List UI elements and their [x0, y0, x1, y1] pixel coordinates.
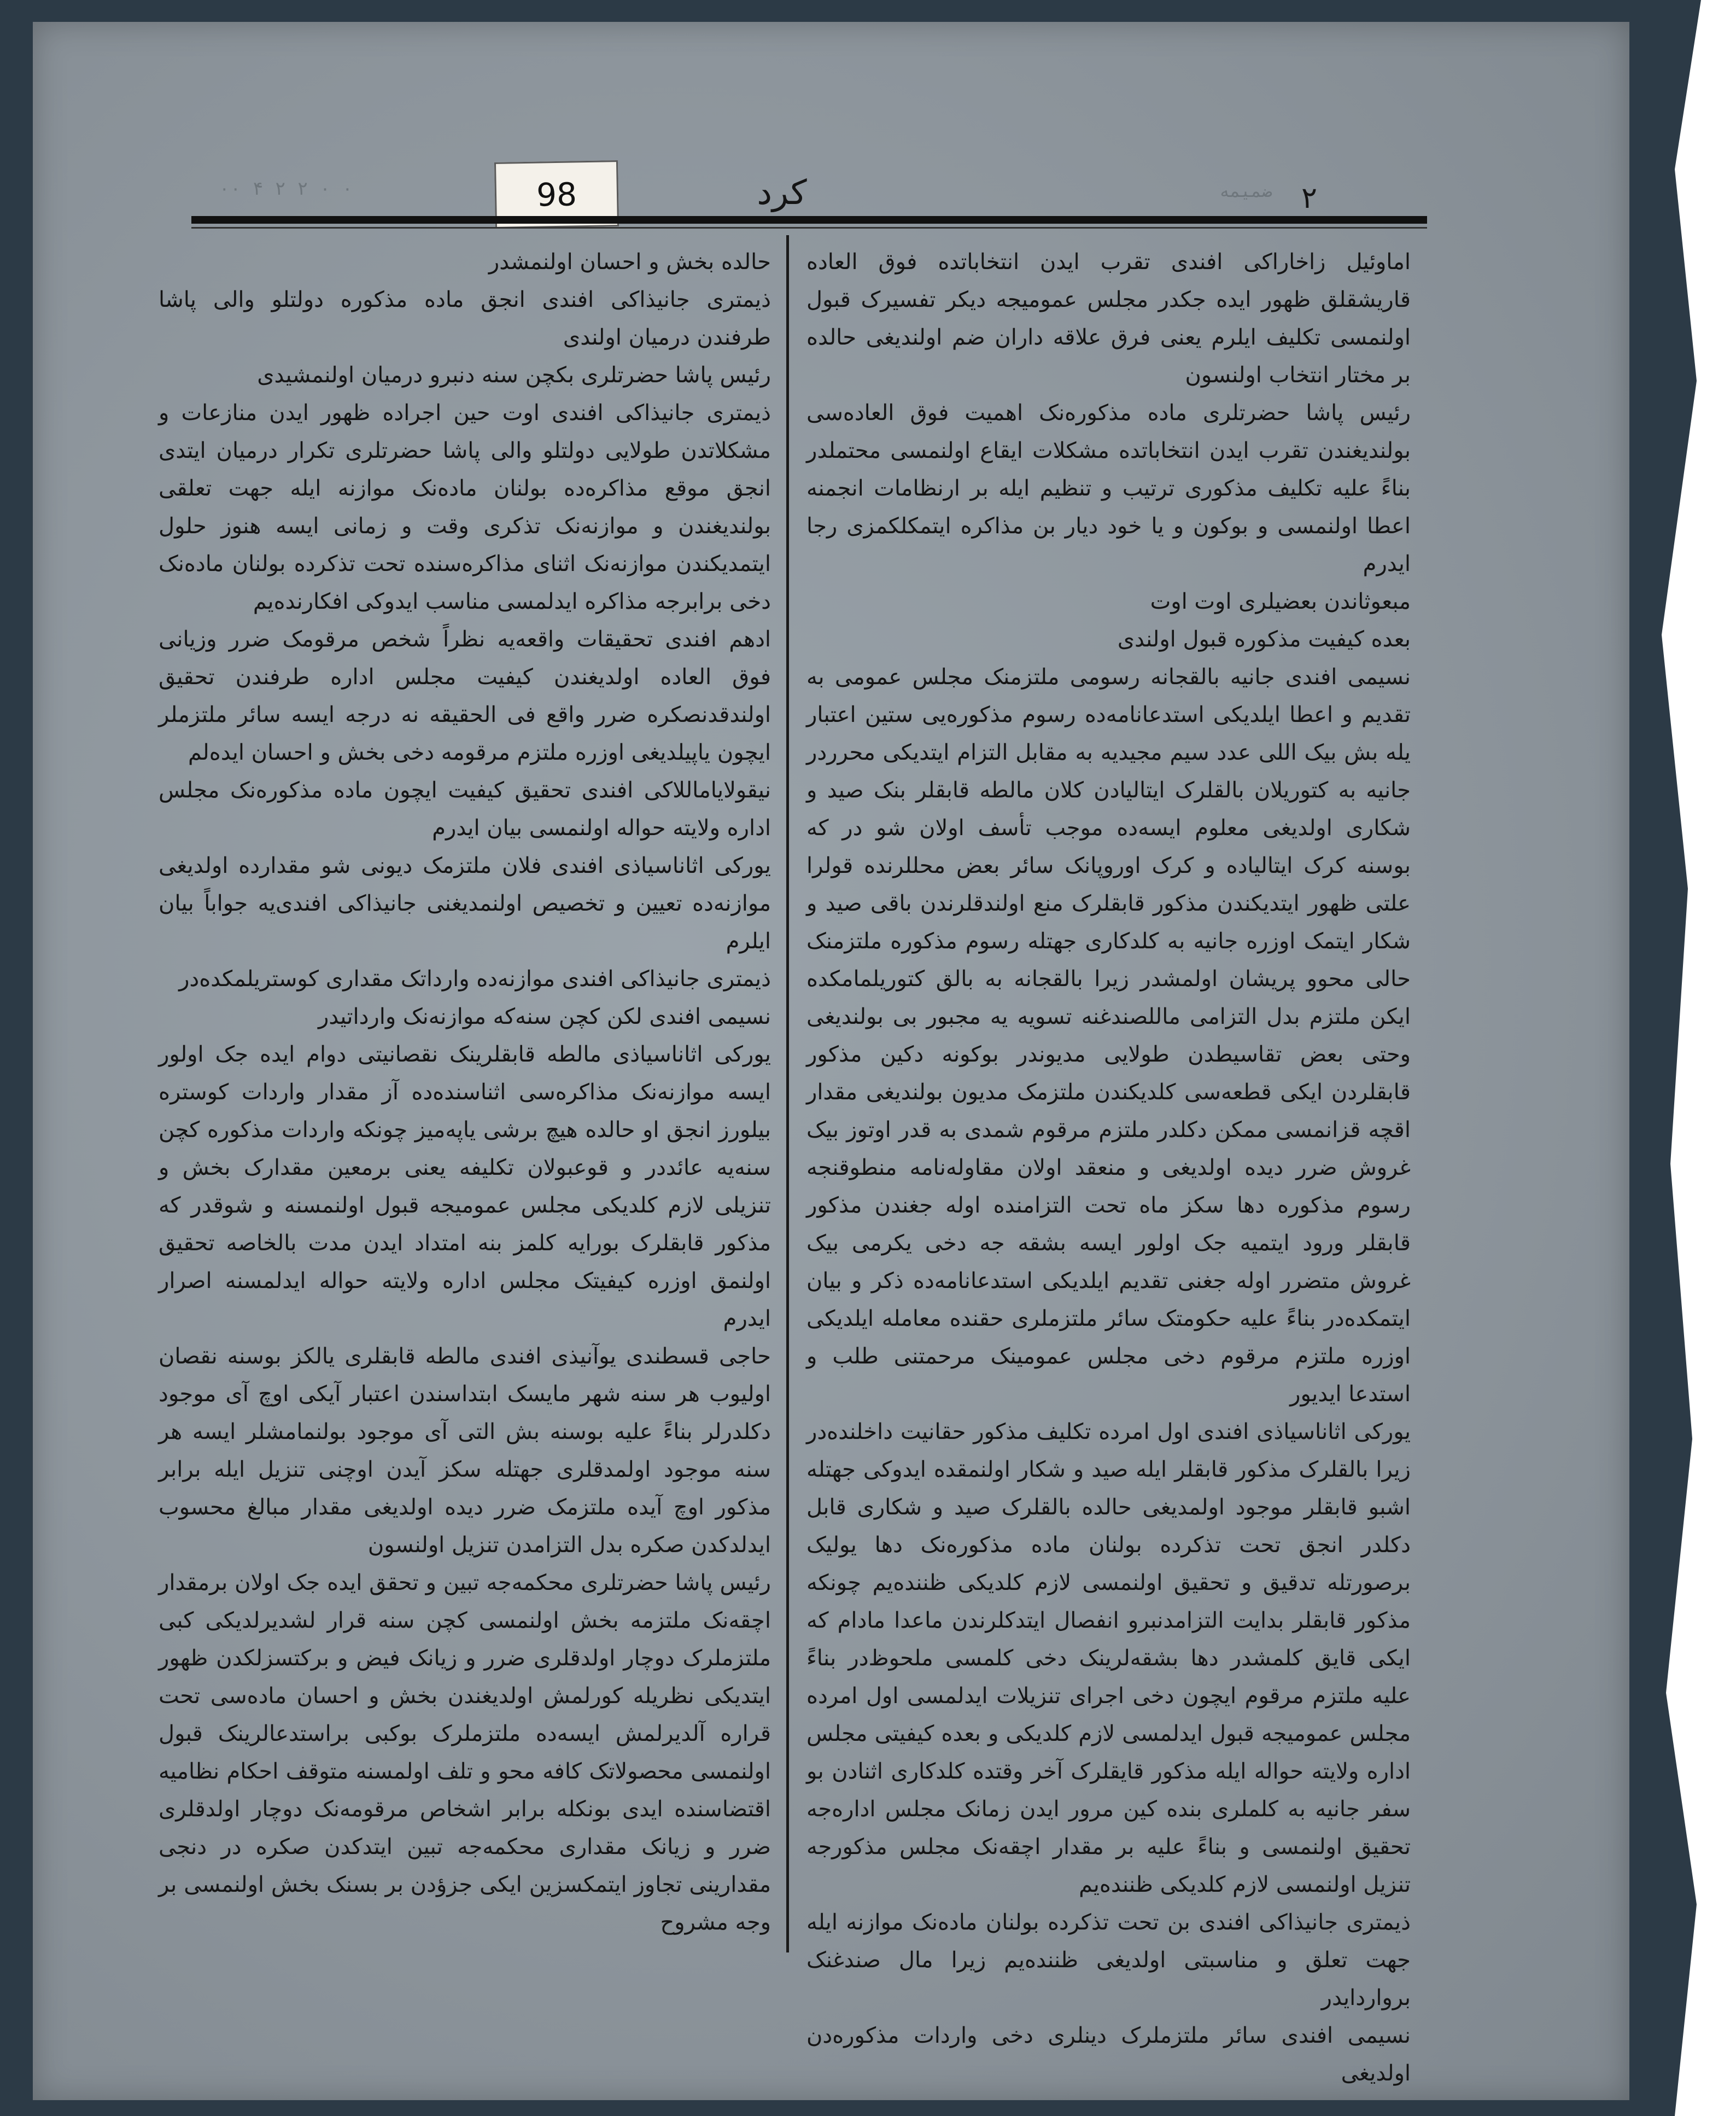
paragraph: بعده کیفیت مذکوره قبول اولندی [1117, 627, 1411, 652]
paragraph: رئیس پاشا حضرتلری محکمه‌جه تبین و تحقق ایده جک اولان برمقدار اچقه‌نک ملتزمه بخش اولنمسی کچن سنه قرار لشدیرلدیکی کبی ملتزملرک دوچار اولدقلری ضرر و زیانک فیض و برکتسزلکدن ظهور ایتدیکی نظریله کورلمش اولدیغندن بخش و احسان ماده‌سی تحت قراره آلدیرلمش ایسه‌ده ملتزملرک بوکبی براستدعالرینک قبول اولنمسی محصولاتک کافه محو و تلف اولمسنه متوقف احکام نظامیه اقتضاسنده ایدی بونکله برابر اشخاص مرقومه‌نک دوچار اولدقلری ضرر و زیانک مقداری محکمه‌جه تبین ایتدکدن صکره در دنجی مقدارینی تجاوز ایتمکسزین ایکی جزؤدن بر بسنک بخش اولنمسی بر وجه مشروح [159, 1570, 771, 1935]
paragraph: ادهم افندی تحقیقات واقعه‌یه نظراً شخص مرقومک ضرر وزیانی فوق العاده اولدیغندن کیفیت مجلس اداره طرفندن تحقیق اولندقدنصکره ضرر واقع فی الحقیقه نه درجه ایسه سائر ملتزملر ایچون یاپیلدیغی اوزره ملتزم مرقومه دخی بخش و احسان ایده‌لم [159, 627, 771, 765]
column-divider [786, 235, 789, 1952]
paragraph: نسیمی افندی سائر ملتزملرک دینلری دخی واردات مذکوره‌دن اولدیغی [806, 2023, 1411, 2086]
paragraph: یورکی اثاناسیاذی افندی اول امرده تکلیف مذکور حقانیت داخلنده‌در زیرا بالقلرک مذکور قابقلر ایله صید و شکار اولنمقده ایدوکی جهتله اشبو قابقلر موجود اولمدیغی حالده بالقلرک صید و شکاری قابل دکلدر انجق تحت تذکرده بولنان ماده مذکوره‌نک دها یولیک برصورتله تدقیق و تحقیق اولنمسی لازم کلدیکی ظننده‌یم چونکه مذکور قابقلر بدایت التزامدنبرو انفصال ایتدکلرندن ماعدا مادام که ایکی قایق کلمشدر دها بشقه‌لرینک دخی کلمسی ملحوظ‌در بناءً علیه ملتزم مرقوم ایچون دخی اجرای تنزیلات ایدلمسی اول امرده مجلس عمومیجه قبول ایدلمسی لازم کلدیکی و بعده کیفیتی مجلس اداره ولایته حواله ایله مذکور قایقلرک آخر وقتده کلدکاری اثنادن بو سفر جانیه به کلملری بنده کین مرور ایدن زمانک مجلس اداره‌جه تحقیق اولنمسی و بناءً علیه بر مقدار اچقه‌نک مجلس مذکورجه تنزیل اولنمسی لازم کلدیکی ظننده‌یم [806, 1419, 1411, 1897]
paragraph: نسیمی افندی لکن کچن سنه‌که موازنه‌نک وارداتیدر [318, 1004, 771, 1029]
paragraph: حالده بخش و احسان اولنمشدر [488, 249, 771, 275]
paragraph: رئیس پاشا حضرتلری بکچن سنه دنبرو درمیان اولنمشیدی [257, 363, 771, 388]
paragraph: ذیمتری جانیذاکی افندی انجق ماده مذکوره دولتلو والی پاشا طرفندن درمیان اولندی [159, 287, 771, 350]
paragraph: اماو‌ئیل زاخاراکی افندی تقرب ایدن انتخاباتده فوق العاده قاریشقلق ظهور ایده جکدر مجلس عمومیجه دیکر تفسیرک قبول اولنمسی تکلیف ایلرم یعنی فرق علاقه داران ضم اولندیغی حالده بر مختار انتخاب اولنسون [806, 249, 1411, 388]
paragraph: حاجی قسطندی یوآنیذی افندی مالطه قابقلری یالکز بوسنه نقصان اولیوب هر سنه شهر مایسک ابتداسندن اعتبار آیکی اوچ آی موجود دکلدرلر بناءً علیه بوسنه بش التی آی موجود بولنمامشلر ایسه هر سنه موجود اولمدقلری جهتله سکز آیدن اوچنی تنزیل ایله برابر مذکور اوچ آیده ملتزمک ضرر دیده اولدیغی مقدار مبالغ محسوب ایدلدکدن صکره بدل التزامدن تنزیل اولنسون [159, 1344, 771, 1558]
header-rule [191, 216, 1427, 224]
paragraph: یورکی اثاناسیاذی افندی فلان ملتزمک دیونی شو مقدارده اولدیغی موازنه‌ده تعیین و تخصیص اولنمدیغنی جانیذاکی افندی‌یه جواباً بیان ایلرم [159, 853, 771, 954]
paragraph: یورکی اثاناسیاذی مالطه قابقلرینک نقصانیتی دوام ایده جک اولور ایسه موازنه‌نک مذاکره‌سی اثناسنده‌ده آز مقدار واردات کوستره بیلورز انجق او حالده هیچ برشی یاپه‌میز چونکه واردات مذکوره کچن سنه‌یه عائددر و قوعبولان تکلیفه یعنی برمعین مقدارک بخش و تنزیلی لازم کلدیکی مجلس عمومیجه قبول اولنمسنه و شوقدر که مذکور قابقلرک بورایه کلمز بنه امتداد ایدن مدت بالخاصه تحقیق اولنمق اوزره کیفیتک مجلس اداره ولایته حواله ایدلمسنه اصرار ایدرم [159, 1042, 771, 1331]
paragraph: رئیس پاشا حضرتلری ماده مذکوره‌نک اهمیت فوق العاده‌سی بولندیغندن تقرب ایدن انتخاباتده مشکلات ایقاع اولنمسی محتملدر بناءً علیه تکلیف مذکوری ترتیب و تنظیم ایله بر ارنظامات انجمنه اعطا اولنمسی و بوکون و یا خود دیار بن مذاکره ایتمکلکمزی رجا ایدرم [806, 400, 1411, 576]
faint-header-text: ۰۰ ۴ ۲ ۲ ۰ ۰ [219, 178, 353, 200]
left-column [159, 243, 771, 1942]
header-rule-thin [191, 227, 1427, 229]
paragraph: ذیمتری جانیذاکی افندی بن تحت تذکرده بولنان ماده‌نک موازنه ایله جهت تعلق و مناسبتی اولدیغی ظننده‌یم زیرا مال صندغنک برواردایدر [806, 1910, 1411, 2010]
page-number: ۲ [1301, 180, 1318, 215]
paragraph: ذیمتری جانیذاکی افندی اوت حین اجراده ظهور ایدن منازعات و مشکلاتدن طولایی دولتلو والی پاشا حضرتلری تکرار درمیان ایتدی انجق موقع مذاکره‌ده بولنان ماده‌نک موازنه ایله جهت تعلقی بولندیغندن و موازنه‌نک تذکری وقت و زمانی ایسه هنوز حلول ایتمدیکندن موازنه‌نک اثنای مذاکره‌سنده تحت تذکرده بولنان ماده‌نک دخی برابرجه مذاکره ایدلمسی مناسب ایدوکی افکارنده‌یم [159, 400, 771, 614]
faint-header-label: ضمیمه [1219, 180, 1272, 201]
paragraph: مبعوثاندن بعضیلری اوت اوت [1150, 589, 1411, 614]
paragraph: ذیمتری جانیذاکی افندی موازنه‌ده وارداتک مقداری کوستریلمکده‌در [179, 966, 771, 992]
paragraph: نیقولایاماللاکی افندی تحقیق کیفیت ایچون ماده مذکوره‌نک مجلس اداره ولایته حواله اولنمسی بیان ایدرم [159, 778, 771, 841]
paragraph: نسیمی افندی جانیه بالقجانه رسومی ملتزمنک مجلس عمومی به تقدیم و اعطا ایلدیکی استدعانامه‌ده رسوم مذکوره‌یی ستین اعتبار یله بش بیک اللی عدد سیم مجیدیه به مقابل التزام ایتدیکی محرردر جانیه به کتوریلان بالقلرک ایتالیادن کلان مالطه قابقلر بنک صید و شکاری اولدیغی معلوم ایسه‌ده موجب تأسف اولان شو در که بوسنه کرک ایتالیاده و کرک اوروپانک سائر بعض محللرنده قولرا علتی ظهور ایتدیکندن مذکور قابقلرک منع اولندقلرندن باقی صید و شکار ایتمک اوزره جانیه به کلدکاری جهتله رسوم مذکوره ملتزمنک حالی محوو پریشان اولمشدر زیرا بالقجانه به بالق کتوریلمامکده ایکن ملتزم بدل التزامی ماللصندغنه تسویه یه مجبور بی بولندیغی وحتی بعض تقاسیطدن طولایی مدیوندر بوکونه دکین مذکور قابقلردن ایکی قطعه‌سی کلدیکندن ملتزمک مدیون بولندیغی مقدار اقچه قزانمسی ممکن دکلدر ملتزم مرقوم شمدی به قدر اوتوز بیک غروش ضرر دیده اولدیغی و منعقد اولان مقاوله‌نامه منطوقنجه رسوم مذکوره دها سکز ماه تحت التزامنده اوله جغندن مذکور قابقلر ورود ایتمیه جک اولور ایسه بشقه جه دخی یکرمی بیک غروش متضرر اوله جغنی تقدیم ایلدیکی استدعانامه‌ده ذکر و بیان ایتمکده‌در بناءً علیه حکومتک سائر ملتزملری حقنده معامله ایلدیکی اوزره ملتزم مرقوم دخی مجلس عمومینک مرحمتنی طلب و استدعا ایدیور [806, 664, 1411, 1407]
archive-page-number: 98 [494, 160, 619, 229]
right-column [806, 243, 1411, 2092]
masthead-title: کرد [757, 172, 807, 212]
